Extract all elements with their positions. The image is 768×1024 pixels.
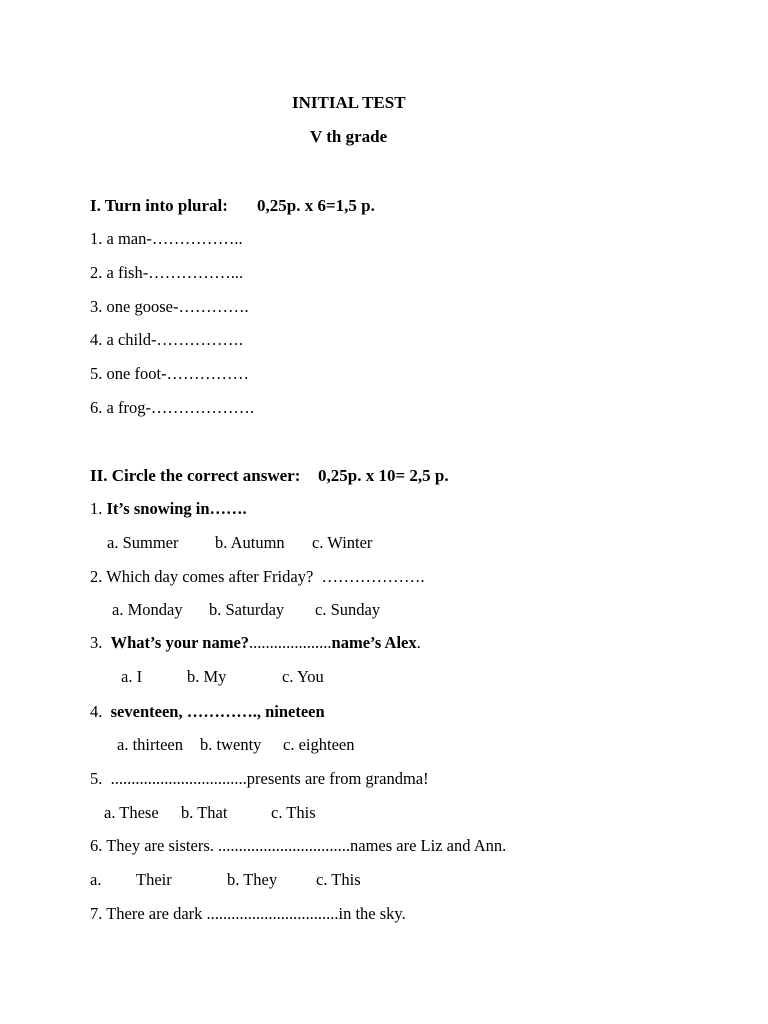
section2-points: 0,25p. x 10= 2,5 p. (318, 466, 449, 485)
option: c. eighteen (283, 735, 355, 754)
question-6: 6. They are sisters. ................................names are Liz and Ann. (90, 836, 507, 855)
option: a. I (121, 667, 143, 686)
section1-heading: I. Turn into plural: (90, 196, 228, 215)
option: c. This (271, 803, 316, 822)
option: b. twenty (200, 735, 262, 754)
plural-item: 3. one goose-…………. (90, 297, 249, 316)
question-1 (90, 499, 247, 519)
question-4 (90, 702, 325, 722)
question-2: 2. Which day comes after Friday? ………………. (90, 567, 425, 586)
option: Their (136, 870, 172, 889)
question-period: . (416, 633, 421, 652)
page-subtitle: V th grade (310, 127, 388, 146)
option: b. They (227, 870, 278, 889)
option: a. These (104, 803, 159, 822)
question-text-end: name’s Alex (331, 633, 417, 652)
question-number: 4. (90, 702, 111, 721)
option: c. You (282, 667, 324, 686)
option: b. Autumn (215, 533, 285, 552)
plural-item: 4. a child-……………. (90, 330, 244, 349)
option: c. Sunday (315, 600, 381, 619)
question-text: It’s snowing in……. (106, 499, 247, 518)
plural-item: 2. a fish-……………... (90, 263, 244, 282)
option: a. Summer (107, 533, 179, 552)
section2-heading: II. Circle the correct answer: (90, 466, 301, 485)
question-number: 3. (90, 633, 111, 652)
option: b. Saturday (209, 600, 285, 619)
question-number: 1. (90, 499, 107, 518)
question-text: What’s your name? (110, 633, 250, 652)
option: a. Monday (112, 600, 183, 619)
question-5: 5. .................................presents are from grandma! (90, 769, 429, 788)
question-7: 7. There are dark ................................in the sky. (90, 904, 406, 923)
option: a. (90, 870, 102, 889)
option: c. Winter (312, 533, 373, 552)
option: c. This (316, 870, 361, 889)
plural-item: 6. a frog-………………. (90, 398, 255, 417)
option: a. thirteen (117, 735, 183, 754)
plural-item: 5. one foot-…………… (90, 364, 250, 383)
page-title: INITIAL TEST (292, 93, 406, 112)
section1-points: 0,25p. x 6=1,5 p. (257, 196, 375, 215)
plural-item: 1. a man-…………….. (90, 229, 243, 248)
option: b. My (187, 667, 227, 686)
question-3 (90, 633, 421, 653)
question-text: seventeen, …………., nineteen (110, 702, 325, 721)
option: b. That (181, 803, 228, 822)
answer-blank: .................... (249, 633, 332, 652)
